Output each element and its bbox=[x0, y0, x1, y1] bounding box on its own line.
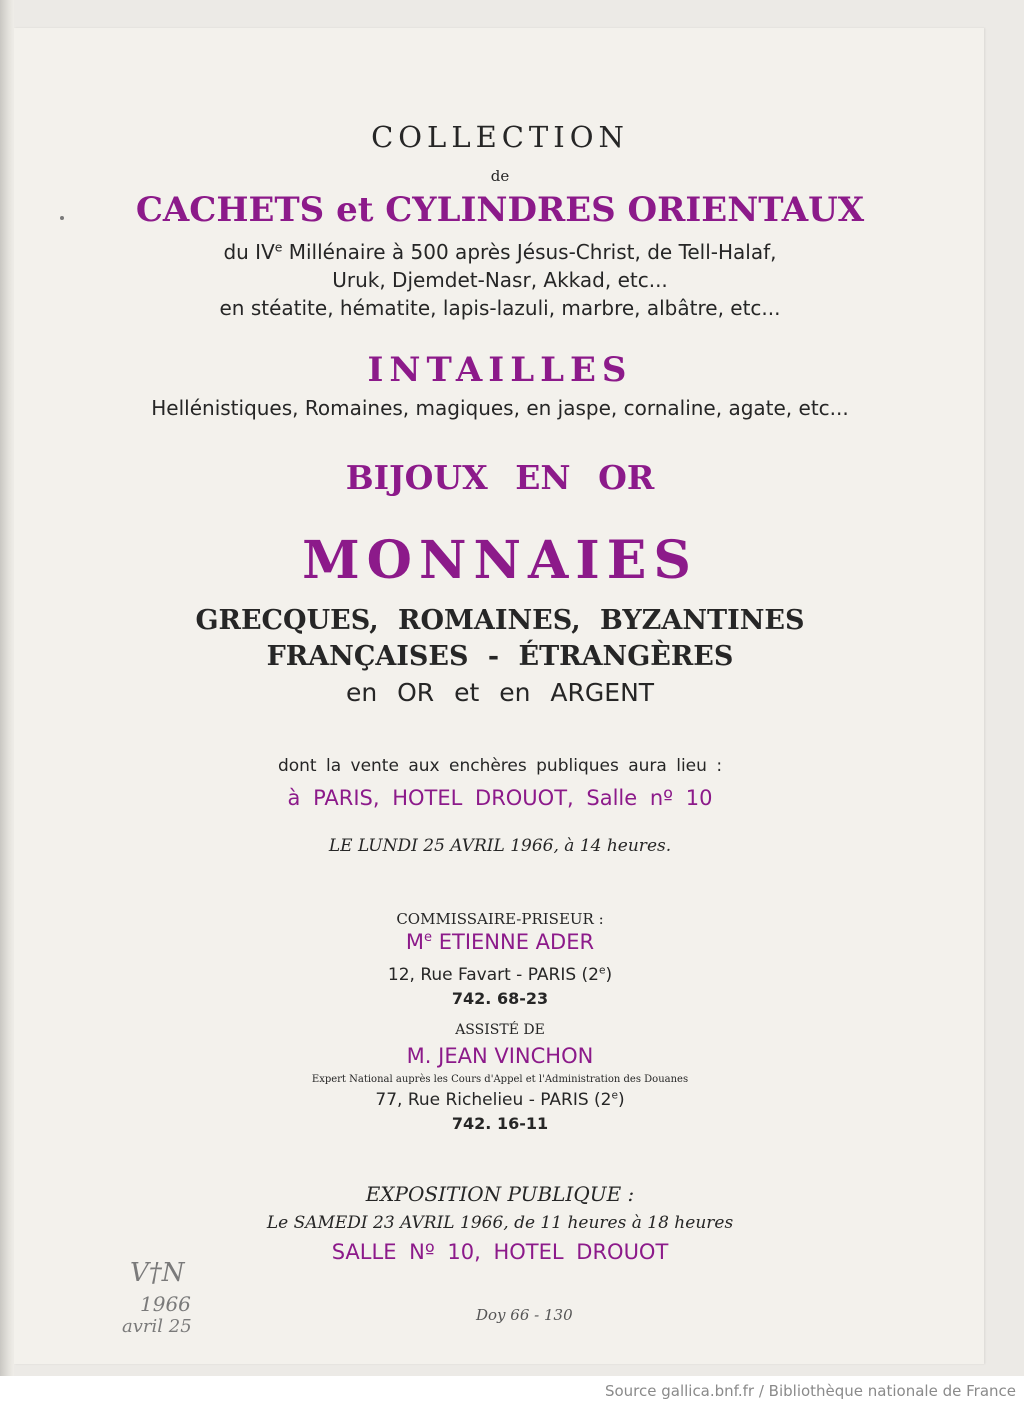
main-title: CACHETS et CYLINDRES ORIENTAUX bbox=[135, 190, 865, 230]
auctioneer-prefix: M bbox=[405, 930, 425, 954]
expert-address-text: 77, Rue Richelieu - PARIS (2 bbox=[375, 1090, 612, 1110]
collection-heading: COLLECTION bbox=[371, 120, 629, 154]
coins-line-3: en OR et en ARGENT bbox=[345, 678, 655, 707]
origin-rest: Millénaire à 500 après Jésus-Christ, de Tell-Halaf, bbox=[282, 240, 777, 264]
intailles-description: Hellénistiques, Romaines, magiques, en jaspe, cornaline, agate, etc... bbox=[151, 396, 849, 420]
origin-line-2: Uruk, Djemdet-Nasr, Akkad, etc... bbox=[332, 268, 668, 292]
auctioneer-address-superscript: e bbox=[598, 964, 606, 977]
origin-du: du IV bbox=[223, 240, 275, 264]
expert-title: Expert National auprès les Cours d'Appel et l'Administration des Douanes bbox=[311, 1074, 689, 1085]
handwritten-note-3: avril 25 bbox=[122, 1316, 192, 1337]
monnaies-title: MONNAIES bbox=[302, 530, 698, 591]
auctioneer-prefix-superscript: e bbox=[424, 930, 433, 945]
origin-line-1 bbox=[0, 240, 1000, 264]
exhibition-title: EXPOSITION PUBLIQUE : bbox=[365, 1182, 635, 1206]
auctioneer-name-text: ETIENNE ADER bbox=[432, 930, 595, 954]
handwritten-note-2: 1966 bbox=[140, 1292, 191, 1316]
exhibition-place: SALLE Nº 10, HOTEL DROUOT bbox=[331, 1240, 669, 1264]
handwritten-note-1: V†N bbox=[130, 1258, 185, 1288]
origin-superscript: e bbox=[274, 239, 283, 255]
sale-intro: dont la vente aux enchères publiques aura lieu : bbox=[277, 756, 723, 776]
coins-line-2: FRANÇAISES - ÉTRANGÈRES bbox=[266, 641, 734, 672]
shelfmark-note: Doy 66 - 130 bbox=[476, 1306, 573, 1324]
auctioneer-name bbox=[0, 930, 1000, 954]
de-label: de bbox=[490, 167, 510, 185]
bijoux-title: BIJOUX EN OR bbox=[345, 458, 655, 497]
auctioneer-role: COMMISSAIRE-PRISEUR : bbox=[396, 910, 604, 928]
expert-phone: 742. 16-11 bbox=[451, 1114, 549, 1133]
coins-line-1: GRECQUES, ROMAINES, BYZANTINES bbox=[195, 605, 805, 636]
intailles-title: INTAILLES bbox=[367, 350, 633, 390]
sale-date: LE LUNDI 25 AVRIL 1966, à 14 heures. bbox=[328, 836, 672, 856]
exhibition-date: Le SAMEDI 23 AVRIL 1966, de 11 heures à 18 heures bbox=[266, 1213, 734, 1233]
auctioneer-address-end: ) bbox=[605, 965, 613, 985]
expert-name: M. JEAN VINCHON bbox=[406, 1044, 594, 1068]
expert-address-superscript: e bbox=[611, 1089, 618, 1102]
auctioneer-address-text: 12, Rue Favart - PARIS (2 bbox=[387, 965, 599, 985]
assisted-by: ASSISTÉ DE bbox=[455, 1022, 545, 1038]
sale-place: à PARIS, HOTEL DROUOT, Salle nº 10 bbox=[287, 786, 713, 810]
materials-line: en stéatite, hématite, lapis-lazuli, marbre, albâtre, etc... bbox=[219, 296, 781, 320]
source-credit: Source gallica.bnf.fr / Bibliothèque nationale de France bbox=[604, 1382, 1016, 1400]
auctioneer-phone: 742. 68-23 bbox=[451, 989, 549, 1008]
auctioneer-address bbox=[0, 965, 1000, 985]
expert-address-end: ) bbox=[617, 1090, 625, 1110]
expert-address bbox=[0, 1090, 1000, 1110]
